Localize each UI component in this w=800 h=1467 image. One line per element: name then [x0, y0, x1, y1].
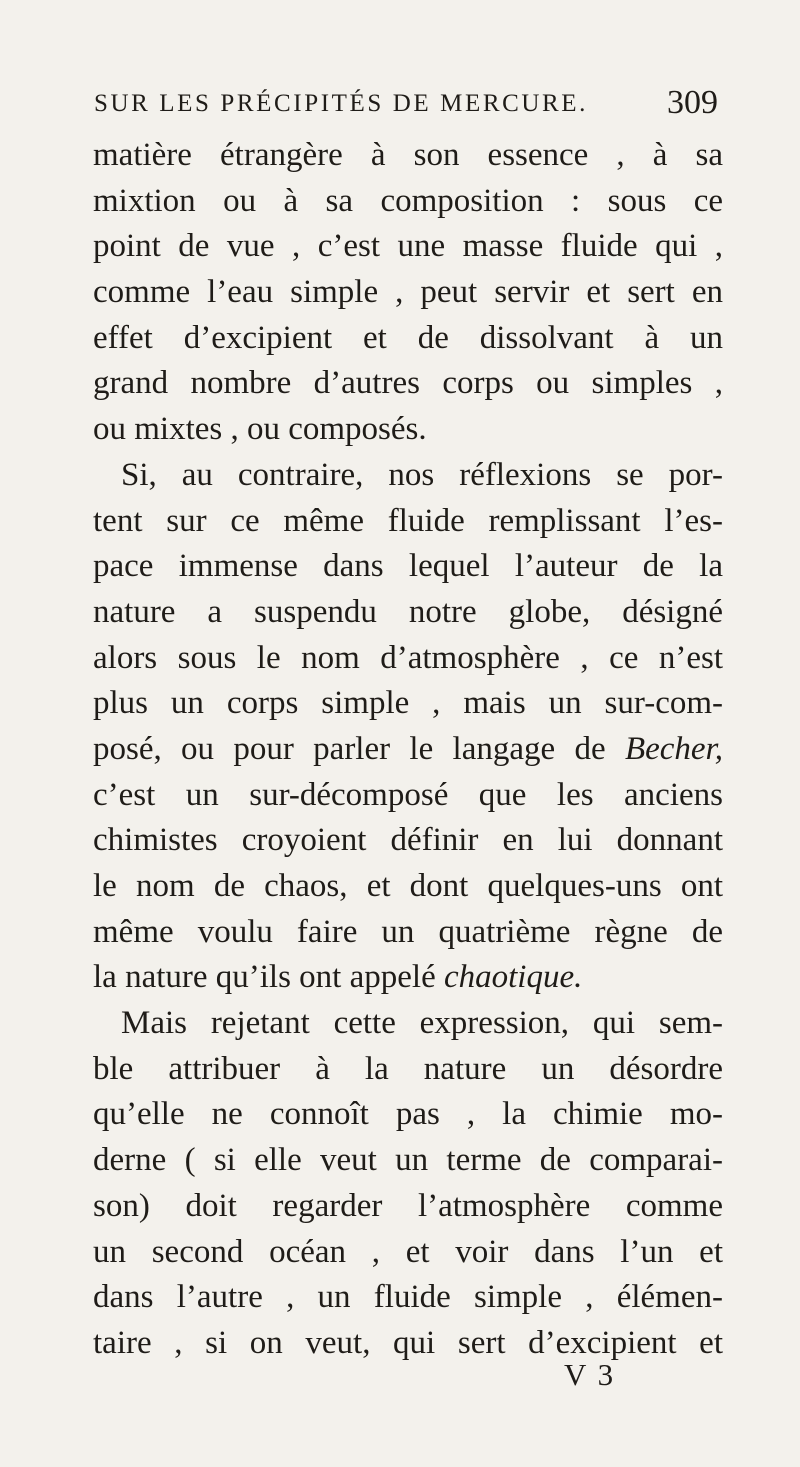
text-line-content: plus un corps simple , mais un sur-com-: [93, 685, 723, 722]
text-line-content: grand nombre d’autres corps ou simples ,: [93, 365, 723, 402]
text-line-content: alors sous le nom d’atmosphère , ce n’est: [93, 639, 723, 676]
text-line: [93, 224, 723, 270]
text-line-content: mixtion ou à sa composition : sous ce: [93, 182, 723, 219]
text-line: [93, 133, 723, 179]
text-line-content: la nature qu’ils ont appelé: [93, 959, 444, 996]
text-line-content: Mais rejetant cette expression, qui sem-: [121, 1005, 723, 1042]
text-line: [93, 727, 723, 773]
text-line-content: ble attribuer à la nature un désordre: [93, 1050, 723, 1087]
text-line: [93, 407, 723, 453]
text-line: [93, 636, 723, 682]
text-line: [93, 864, 723, 910]
text-line: [93, 773, 723, 819]
text-line: [93, 1275, 723, 1321]
text-line: [93, 818, 723, 864]
text-line-content: son) doit regarder l’atmosphère comme: [93, 1187, 723, 1224]
text-line-content: effet d’excipient et de dissolvant à un: [93, 319, 723, 356]
text-line: [93, 955, 723, 1001]
text-line-content: posé, ou pour parler le langage de: [93, 730, 625, 767]
text-line-content: matière étrangère à son essence , à sa: [93, 137, 723, 173]
text-line-content: un second océan , et voir dans l’un et: [93, 1233, 723, 1270]
text-line-content: taire , si on veut, qui sert d’excipient et: [93, 1324, 723, 1361]
text-line: [93, 179, 723, 225]
page-number: 309: [667, 84, 718, 121]
text-line-content: pace immense dans lequel l’auteur de la: [93, 548, 723, 585]
text-line: [93, 270, 723, 316]
text-line: [93, 1092, 723, 1138]
text-line: [93, 544, 723, 590]
text-line: [93, 1001, 723, 1047]
text-line-content: tent sur ce même fluide remplissant l’es-: [93, 502, 723, 539]
signature-mark: V 3: [564, 1357, 616, 1392]
text-line: [93, 1230, 723, 1276]
text-line-content: c’est un sur-décomposé que les anciens: [93, 776, 723, 813]
text-line-content: chimistes croyoient définir en lui donnant: [93, 822, 723, 859]
italic-term: chaotique.: [443, 959, 583, 996]
italic-term: Becher,: [624, 730, 723, 767]
text-line: [93, 361, 723, 407]
text-line-content: comme l’eau simple , peut servir et sert en: [93, 274, 723, 311]
text-line-content: nature a suspendu notre globe, désigné: [93, 593, 723, 630]
running-head: [94, 84, 718, 128]
text-line: [93, 910, 723, 956]
text-line: [93, 1047, 723, 1093]
text-line-content: ou mixtes , ou composés.: [93, 411, 427, 448]
text-line-content: qu’elle ne connoît pas , la chimie mo-: [93, 1096, 723, 1133]
text-line-content: derne ( si elle veut un terme de comparai-: [93, 1142, 723, 1179]
text-line-content: point de vue , c’est une masse fluide qui ,: [93, 228, 723, 265]
text-line: [93, 316, 723, 362]
text-line: [93, 1321, 723, 1367]
body-text: [93, 133, 723, 1367]
text-line-content: même voulu faire un quatrième règne de: [93, 913, 723, 950]
text-line: [93, 1138, 723, 1184]
text-line: [93, 453, 723, 499]
text-line: [93, 499, 723, 545]
text-line: [93, 1184, 723, 1230]
text-line: [93, 590, 723, 636]
text-line-content: dans l’autre , un fluide simple , élémen-: [93, 1279, 723, 1316]
text-line-content: le nom de chaos, et dont quelques-uns ont: [93, 868, 723, 904]
text-line-content: Si, au contraire, nos réflexions se por-: [121, 456, 723, 493]
running-head-title: SUR LES PRÉCIPITÉS DE MERCURE.: [94, 90, 589, 117]
text-line: [93, 681, 723, 727]
